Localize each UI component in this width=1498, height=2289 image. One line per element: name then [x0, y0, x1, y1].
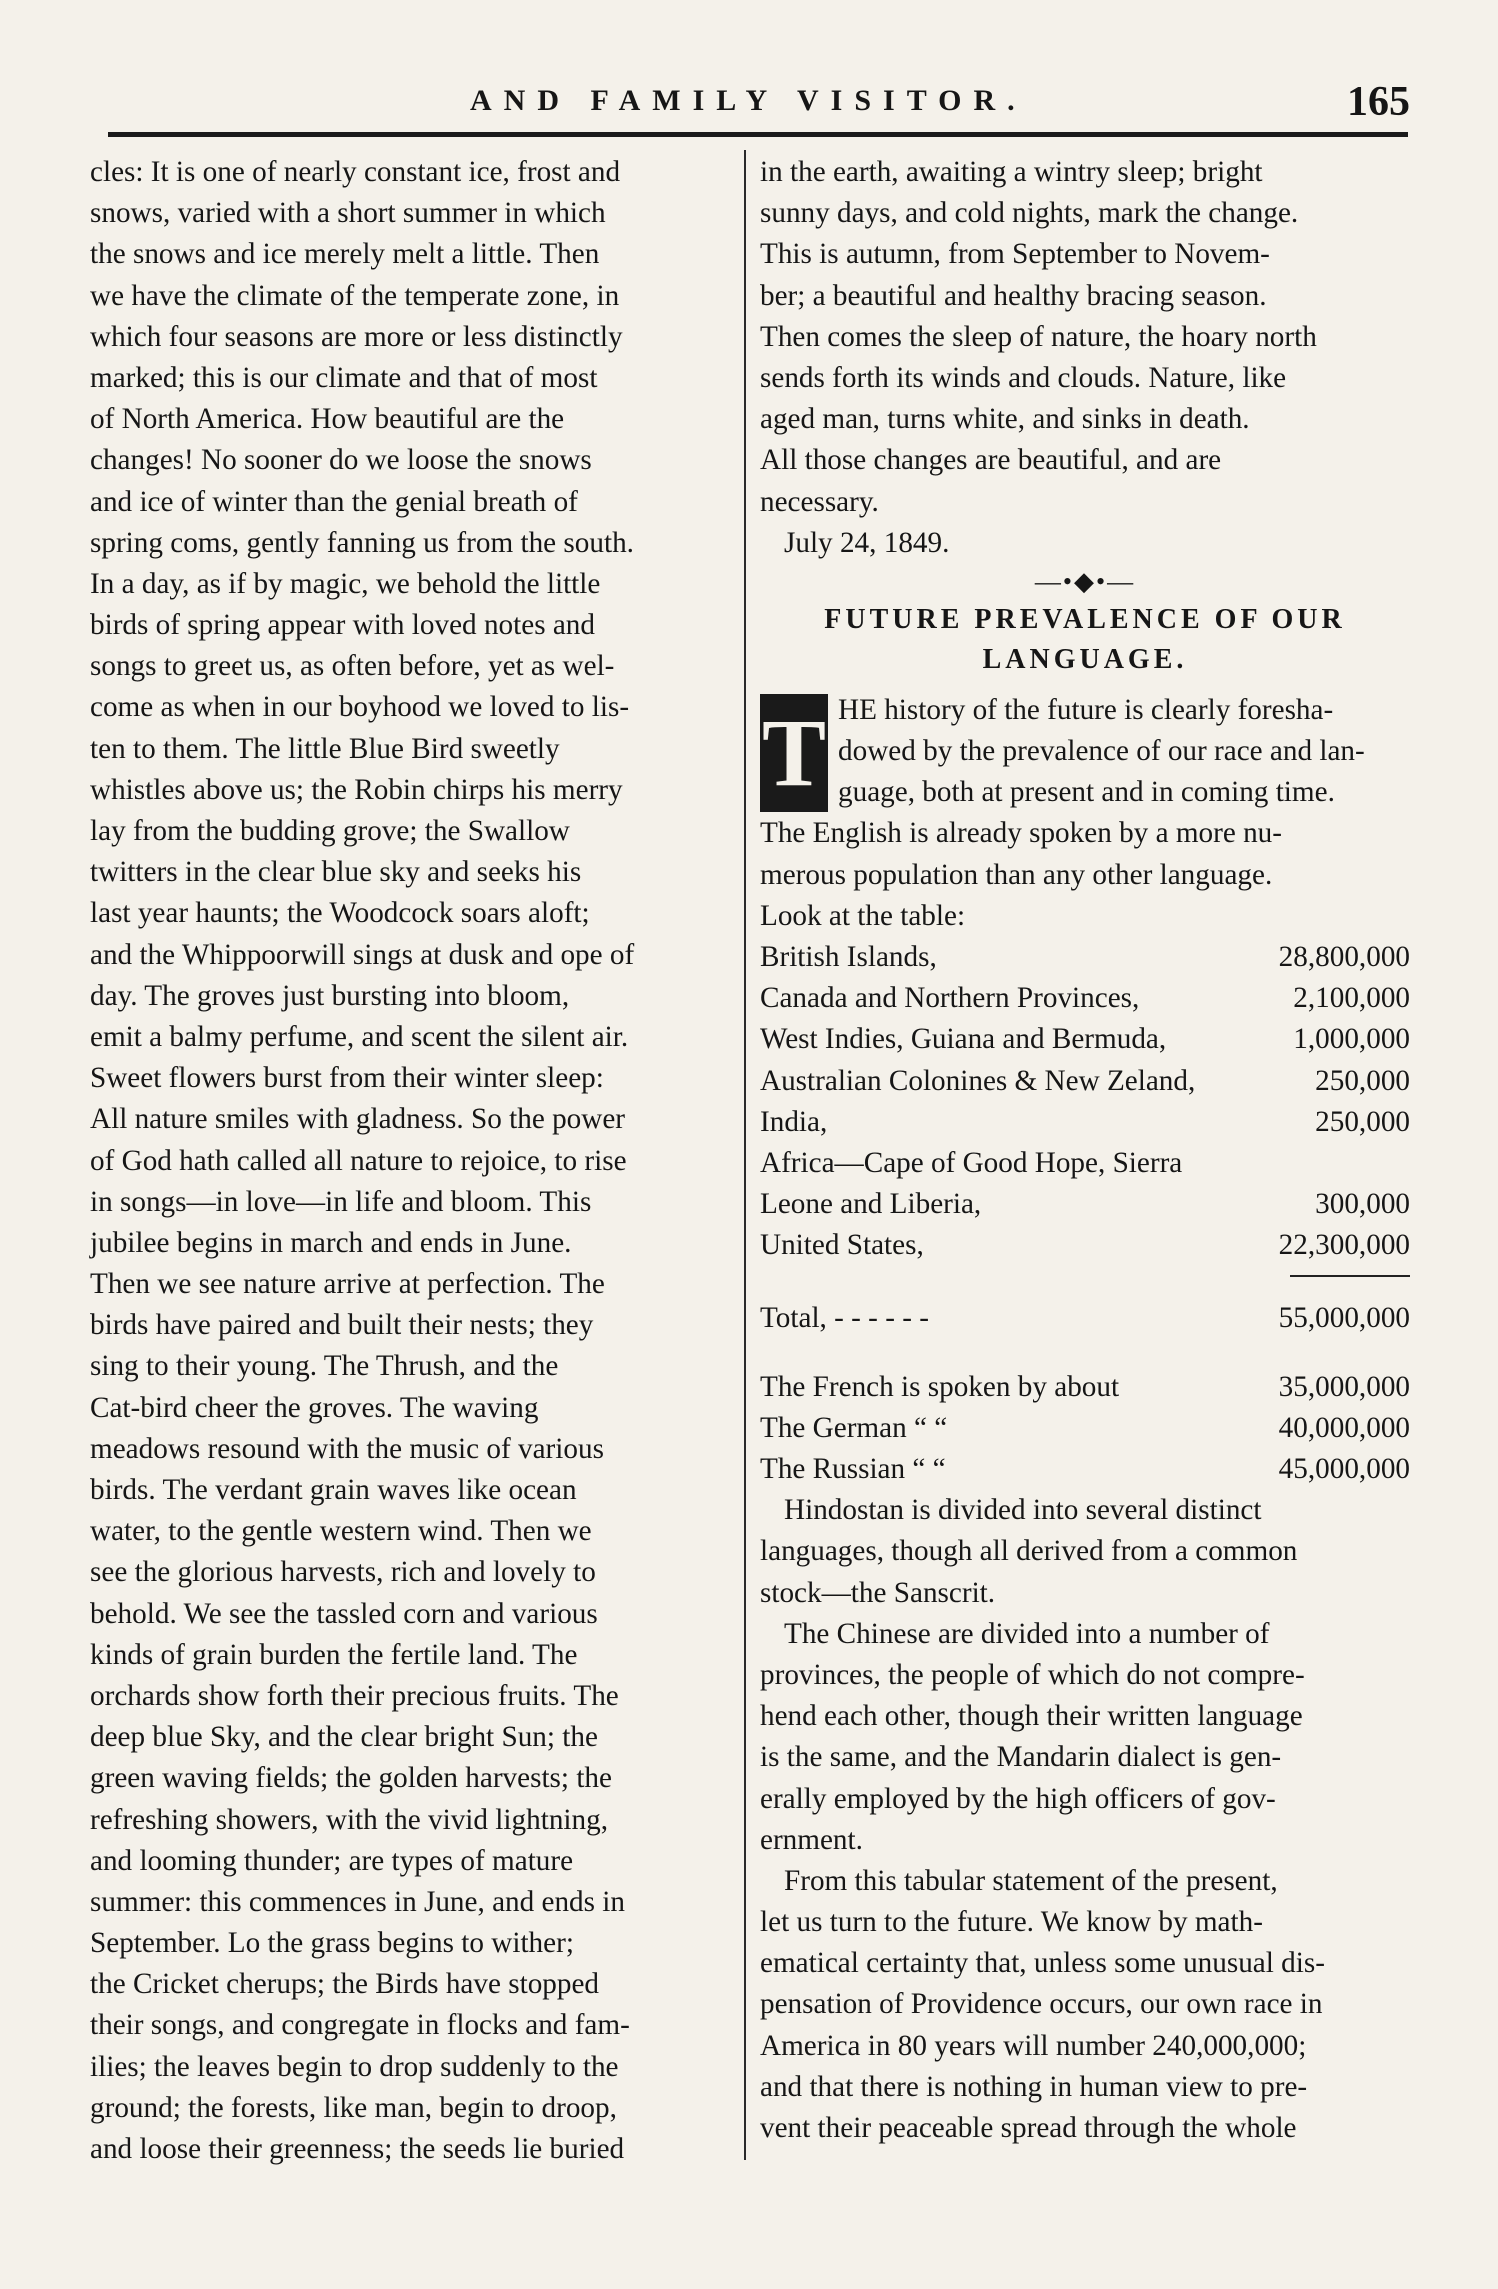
text-line: cles: It is one of nearly constant ice, frost and — [90, 156, 621, 188]
text-line: aged man, turns white, and sinks in death. — [760, 403, 1250, 436]
text-line: All nature smiles with gladness. So the power — [90, 1103, 626, 1136]
other-languages-table — [760, 1367, 1410, 1491]
text-line: emit a balmy perfume, and scent the silent air. — [90, 1020, 629, 1053]
region-name: India, — [760, 1105, 828, 1138]
page-number: 165 — [1347, 79, 1410, 125]
language-name: The German “ “ — [760, 1411, 948, 1444]
table-row — [760, 1408, 1410, 1449]
speaker-count: 300,000 — [1315, 1188, 1410, 1221]
text-line: Then comes the sleep of nature, the hoary north — [760, 320, 1317, 353]
text-line: guage, both at present and in coming time. — [838, 776, 1335, 809]
right-column — [760, 152, 1410, 2149]
total-row — [760, 1291, 1410, 1345]
text-line: which four seasons are more or less distinctly — [90, 320, 623, 353]
text-line: HE history of the future is clearly foresha- — [838, 693, 1334, 726]
dropcap-letter: T — [760, 694, 828, 812]
text-line: we have the climate of the temperate zone, in — [90, 279, 620, 312]
text-line: come as when in our boyhood we loved to lis- — [90, 691, 630, 724]
text-line: In a day, as if by magic, we behold the little — [90, 567, 601, 600]
text-line: September. Lo the grass begins to wither; — [90, 1927, 574, 1960]
text-line: green waving fields; the golden harvests; the — [90, 1762, 612, 1795]
table-row — [760, 1225, 1410, 1266]
column-divider — [744, 150, 746, 2160]
text-line: stock—the Sanscrit. — [760, 1576, 996, 1609]
text-line: sunny days, and cold nights, mark the change. — [760, 197, 1299, 230]
text-line: From this tabular statement of the present, — [784, 1864, 1278, 1897]
text-line: ground; the forests, like man, begin to droop, — [90, 2091, 617, 2124]
speaker-count: 250,000 — [1315, 1105, 1410, 1138]
running-head: AND FAMILY VISITOR. — [470, 84, 1027, 117]
text-line: summer: this commences in June, and ends in — [90, 1885, 626, 1918]
text-line: The English is already spoken by a more nu- — [760, 817, 1282, 850]
text-line: the snows and ice merely melt a little. Then — [90, 238, 600, 271]
text-line: sends forth its winds and clouds. Nature, like — [760, 361, 1287, 394]
text-line: provinces, the people of which do not compre- — [760, 1658, 1305, 1691]
text-line: lay from the budding grove; the Swallow — [90, 815, 570, 847]
text-line: jubilee begins in march and ends in June. — [90, 1226, 572, 1259]
text-line: changes! No sooner do we loose the snows — [90, 444, 592, 477]
text-line: kinds of grain burden the fertile land. The — [90, 1638, 578, 1671]
text-line: and the Whippoorwill sings at dusk and ope of — [90, 938, 635, 971]
text-line: Then we see nature arrive at perfection. The — [90, 1268, 605, 1301]
text-line: meadows resound with the music of various — [90, 1432, 604, 1465]
text-line: let us turn to the future. We know by math- — [760, 1906, 1263, 1939]
paragraph-chinese — [760, 1614, 1410, 1861]
text-line: birds have paired and built their nests; they — [90, 1309, 594, 1342]
text-line: vent their peaceable spread through the whole — [760, 2112, 1297, 2145]
text-line: and that there is nothing in human view to pre- — [760, 2070, 1308, 2103]
speaker-count — [1259, 1143, 1410, 1184]
language-name: The French is spoken by about — [760, 1370, 1120, 1403]
region-name: Africa—Cape of Good Hope, Sierra — [760, 1147, 1183, 1180]
text-line: and ice of winter than the genial breath of — [90, 485, 578, 518]
text-line: of North America. How beautiful are the — [90, 403, 565, 436]
article-intro — [760, 690, 1410, 937]
text-line: ber; a beautiful and healthy bracing season. — [760, 279, 1267, 312]
text-line: merous population than any other language. — [760, 858, 1273, 891]
text-line: refreshing showers, with the vivid lightning, — [90, 1803, 609, 1836]
paragraph-hindostan — [760, 1490, 1410, 1614]
left-column — [90, 152, 780, 2170]
text-line: last year haunts; the Woodcock soars aloft; — [90, 897, 590, 930]
paragraph-future — [760, 1861, 1410, 2149]
language-name: The Russian “ “ — [760, 1453, 946, 1486]
region-name: Leone and Liberia, — [760, 1188, 982, 1221]
speaker-count: 40,000,000 — [1278, 1411, 1410, 1444]
page-header — [90, 78, 1410, 128]
table-row — [760, 937, 1410, 978]
text-line: This is autumn, from September to Novem- — [760, 238, 1270, 271]
table-row — [760, 1102, 1410, 1143]
text-line: birds. The verdant grain waves like ocean — [90, 1474, 577, 1506]
table-row — [760, 1184, 1410, 1225]
table-row — [760, 978, 1410, 1019]
text-line: and loose their greenness; the seeds lie buried — [90, 2133, 625, 2165]
table-row — [760, 1019, 1410, 1060]
total-table — [760, 1291, 1410, 1345]
text-line: see the glorious harvests, rich and lovely to — [90, 1556, 596, 1589]
table-row — [760, 1367, 1410, 1408]
text-line: ematical certainty that, unless some unusual dis- — [760, 1947, 1325, 1980]
text-line: birds of spring appear with loved notes and — [90, 609, 595, 642]
region-name: British Islands, — [760, 941, 937, 973]
text-line: necessary. — [760, 485, 879, 518]
section-ornament: —•◆•— — [1034, 566, 1136, 596]
text-line: ilies; the leaves begin to drop suddenly to the — [90, 2050, 619, 2083]
text-line: languages, though all derived from a common — [760, 1535, 1298, 1568]
text-line: snows, varied with a short summer in which — [90, 197, 606, 230]
text-line: dowed by the prevalence of our race and lan- — [838, 735, 1365, 768]
region-name: West Indies, Guiana and Bermuda, — [760, 1023, 1167, 1056]
text-line: orchards show forth their precious fruits. The — [90, 1679, 619, 1712]
table-row — [760, 1449, 1410, 1490]
intro-text — [760, 690, 1410, 937]
total-label: Total, - - - - - - — [760, 1301, 929, 1334]
text-line: America in 80 years will number 240,000,000; — [760, 2029, 1307, 2062]
speaker-count: 2,100,000 — [1293, 982, 1410, 1015]
region-name: United States, — [760, 1229, 924, 1262]
text-line: ernment. — [760, 1823, 863, 1856]
speaker-count: 1,000,000 — [1293, 1023, 1410, 1056]
text-line: Hindostan is divided into several distinct — [784, 1494, 1262, 1527]
text-line: ten to them. The little Blue Bird sweetly — [90, 732, 560, 765]
text-line: in songs—in love—in life and bloom. This — [90, 1185, 592, 1218]
text-line: songs to greet us, as often before, yet as wel- — [90, 650, 615, 683]
text-line: Cat-bird cheer the groves. The waving — [90, 1391, 539, 1424]
text-line: The Chinese are divided into a number of — [784, 1617, 1270, 1650]
text-line: Look at the table: — [760, 899, 966, 932]
text-line: the Cricket cherups; the Birds have stopped — [90, 1968, 600, 2001]
text-line: spring coms, gently fanning us from the south. — [90, 526, 634, 559]
total-value: 55,000,000 — [1278, 1301, 1410, 1334]
header-rule — [108, 132, 1408, 137]
text-line: their songs, and congregate in flocks and fam- — [90, 2009, 630, 2042]
text-line: marked; this is our climate and that of most — [90, 361, 598, 394]
region-name: Australian Colonines & New Zeland, — [760, 1064, 1196, 1097]
speaker-count: 22,300,000 — [1278, 1229, 1410, 1262]
continuation-text — [760, 152, 1410, 523]
speaker-count: 250,000 — [1315, 1064, 1410, 1097]
text-line: pensation of Providence occurs, our own race in — [760, 1988, 1323, 2021]
population-table — [760, 937, 1410, 1267]
dateline: July 24, 1849. — [784, 526, 950, 559]
text-line: whistles above us; the Robin chirps his merry — [90, 773, 623, 806]
speaker-count: 35,000,000 — [1278, 1370, 1410, 1403]
region-name: Canada and Northern Provinces, — [760, 982, 1140, 1015]
text-line: All those changes are beautiful, and are — [760, 444, 1222, 477]
text-line: sing to their young. The Thrush, and the — [90, 1350, 559, 1383]
text-line: hend each other, though their written language — [760, 1700, 1303, 1733]
text-line: and looming thunder; are types of mature — [90, 1844, 574, 1877]
text-line: of God hath called all nature to rejoice, to rise — [90, 1144, 627, 1177]
text-line: in the earth, awaiting a wintry sleep; bright — [760, 156, 1263, 188]
text-line: day. The groves just bursting into bloom, — [90, 979, 570, 1012]
speaker-count: 28,800,000 — [1278, 941, 1410, 973]
sum-rule — [1290, 1275, 1410, 1277]
article-title-line-2: LANGUAGE. — [982, 643, 1188, 675]
text-line: water, to the gentle western wind. Then we — [90, 1515, 592, 1548]
table-row — [760, 1061, 1410, 1102]
speaker-count: 45,000,000 — [1278, 1453, 1410, 1486]
text-line: erally employed by the high officers of gov- — [760, 1782, 1276, 1815]
text-line: behold. We see the tassled corn and various — [90, 1597, 598, 1630]
text-line: deep blue Sky, and the clear bright Sun; the — [90, 1721, 598, 1754]
table-row — [760, 1143, 1410, 1184]
text-line: is the same, and the Mandarin dialect is gen- — [760, 1741, 1282, 1774]
text-line: Sweet flowers burst from their winter sleep: — [90, 1062, 604, 1095]
text-line: twitters in the clear blue sky and seeks his — [90, 856, 582, 889]
article-title-line-1: FUTURE PREVALENCE OF OUR — [824, 603, 1346, 635]
